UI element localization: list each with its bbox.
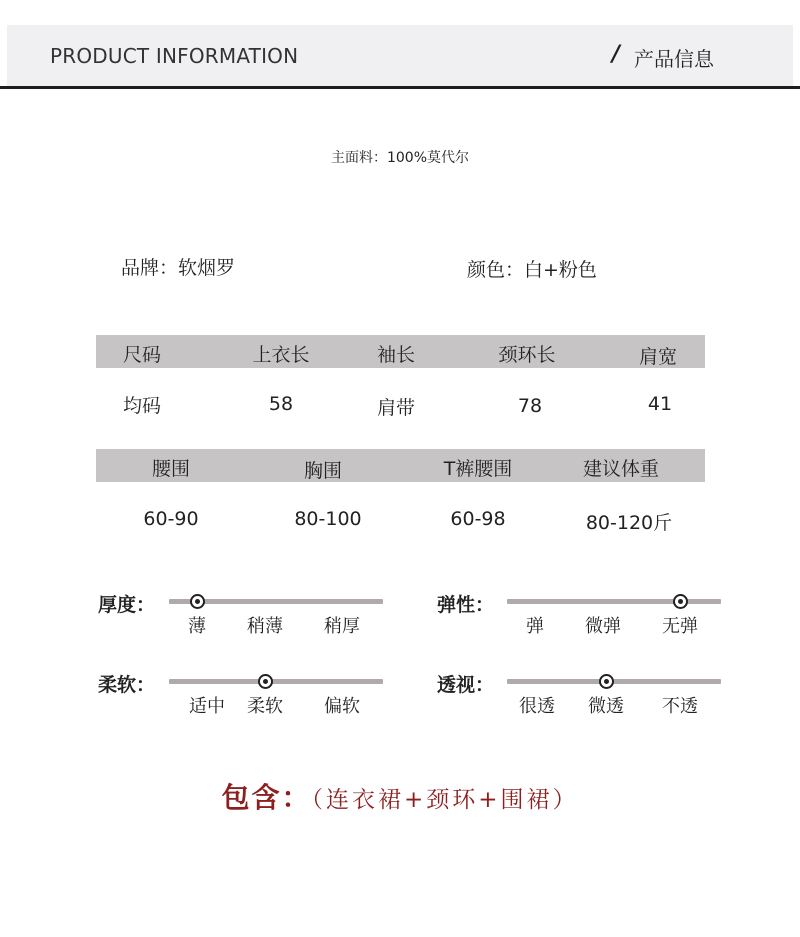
color-info: 颜色：白+粉色: [467, 259, 597, 281]
elasticity-option: 弹: [526, 616, 544, 637]
table-value-cell: 41: [647, 393, 673, 415]
elasticity-label: 弹性：: [437, 594, 495, 616]
transparency-label: 透视：: [437, 674, 495, 696]
elasticity-marker: [673, 594, 688, 609]
brand-info: 品牌：软烟罗: [121, 257, 236, 279]
package-contents-items: （连衣裙+颈环+围裙）: [311, 787, 579, 813]
elasticity-scale: [507, 599, 721, 604]
table-header-cell: T裤腰围: [443, 458, 513, 480]
table-header-cell: 袖长: [376, 344, 416, 366]
table-header-cell: 建议体重: [582, 458, 660, 480]
transparency-option: 很透: [519, 696, 555, 717]
elasticity-option: 无弹: [662, 616, 698, 637]
table-value-cell: 80-100: [294, 508, 362, 530]
softness-option: 偏软: [324, 696, 360, 717]
table-value-cell: 肩带: [376, 397, 416, 419]
softness-marker: [258, 674, 273, 689]
thickness-option: 稍薄: [247, 616, 283, 637]
table-header-cell: 肩宽: [638, 346, 678, 368]
header-title-en: PRODUCT INFORMATION: [50, 44, 299, 68]
table-header-cell: 上衣长: [252, 344, 310, 366]
package-contents-label: 包含：: [221, 781, 312, 814]
table-value-cell: 均码: [122, 395, 162, 417]
transparency-scale: [507, 679, 721, 684]
softness-scale: [169, 679, 383, 684]
header-separator: /: [612, 42, 621, 67]
softness-option: 适中: [189, 696, 225, 717]
table-value-cell: 80-120斤: [585, 512, 673, 534]
table-header-cell: 尺码: [122, 344, 162, 366]
thickness-marker: [190, 594, 205, 609]
transparency-option: 不透: [662, 696, 698, 717]
thickness-option: 稍厚: [324, 616, 360, 637]
table-value-cell: 78: [517, 395, 543, 417]
table-value-cell: 60-90: [143, 508, 199, 530]
elasticity-option: 微弹: [585, 616, 621, 637]
table-header-cell: 胸围: [303, 460, 343, 482]
thickness-option: 薄: [188, 616, 206, 637]
softness-label: 柔软：: [98, 674, 156, 696]
header-title-cn: 产品信息: [634, 47, 714, 71]
table-header-cell: 颈环长: [498, 344, 556, 366]
transparency-marker: [599, 674, 614, 689]
thickness-label: 厚度：: [98, 594, 156, 616]
table-header-cell: 腰围: [151, 458, 191, 480]
transparency-option: 微透: [588, 696, 624, 717]
fabric-info: 主面料：100%莫代尔: [330, 150, 470, 166]
header-divider: [0, 86, 800, 89]
softness-option: 柔软: [247, 696, 283, 717]
table-value-cell: 58: [268, 393, 294, 415]
table-value-cell: 60-98: [450, 508, 506, 530]
package-contents: [0, 776, 800, 816]
